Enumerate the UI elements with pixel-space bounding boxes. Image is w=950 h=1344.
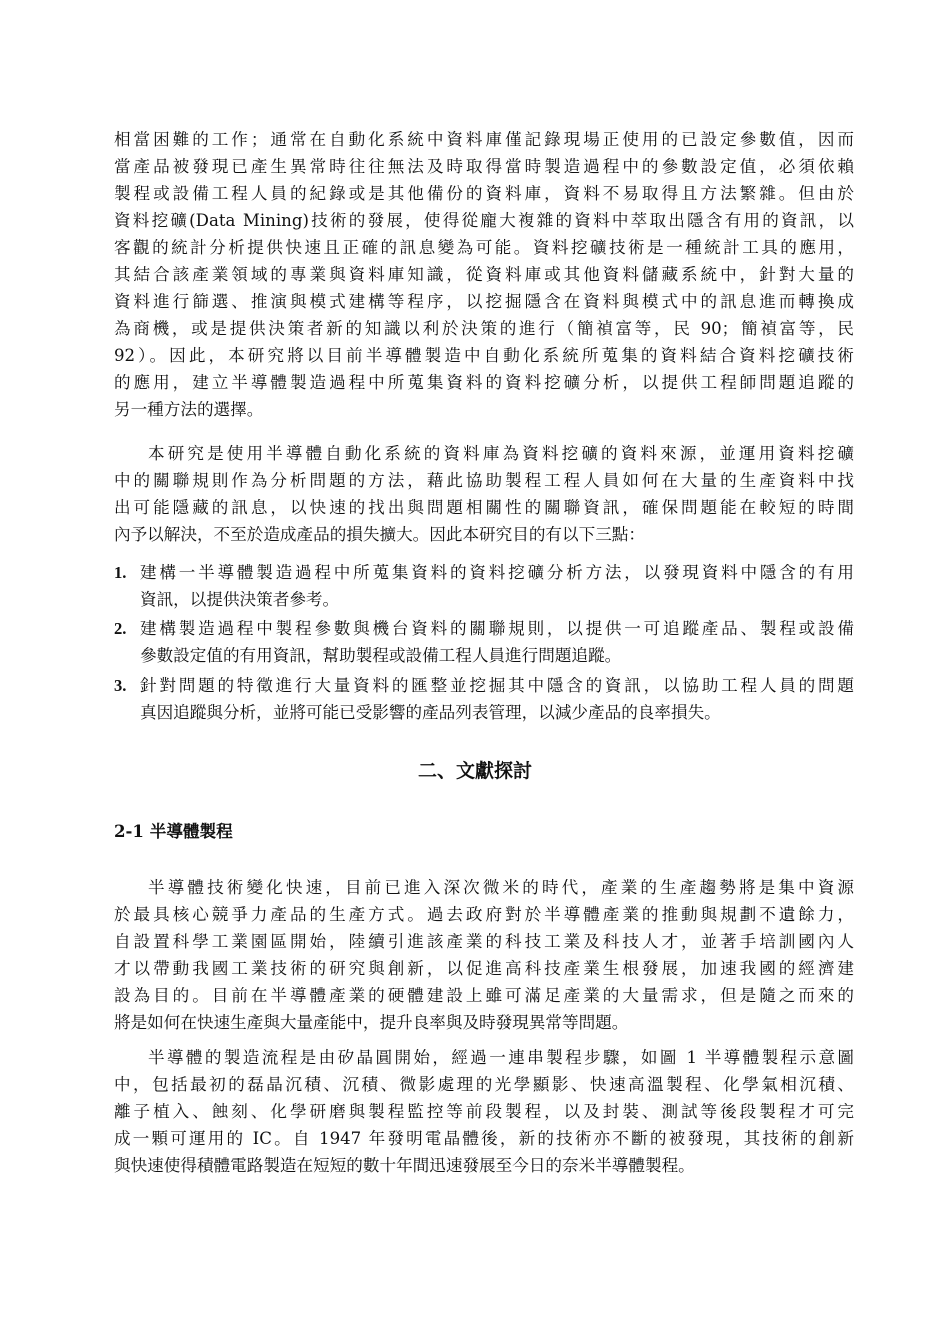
goal-number: 2. [114,619,127,638]
intro-line: 當產品被發現已產生異常時往往無法及時取得當時製造過程中的參數設定值，必須依賴 [114,157,854,176]
section-line: 半導體技術變化快速，目前已進入深次微米的時代，產業的生產趨勢將是集中資源 [148,878,854,897]
para2-line: 內予以解決，不至於造成產品的損失擴大。因此本研究目的有以下三點： [114,525,645,544]
section-line: 與快速使得積體電路製造在短短的數十年間迅速發展至今日的奈米半導體製程。 [114,1156,695,1175]
chapter-title: 二、文獻探討 [417,760,532,782]
intro-line: 為商機，或是提供決策者新的知識以利於決策的進行（簡禎富等，民 90；簡禎富等，民 [114,319,854,338]
section-line: 才以帶動我國工業技術的研究與創新，以促進高科技產業生根發展，加速我國的經濟建 [114,959,854,978]
para2-line: 出可能隱藏的訊息，以快速的找出與問題相關性的關聯資訊，確保問題能在較短的時間 [114,498,854,517]
section-line: 將是如何在快速生產與大量產能中，提升良率與及時發現異常等問題。 [114,1013,629,1032]
goal-line: 建構製造過程中製程參數與機台資料的關聯規則，以提供一可追蹤產品、製程或設備 [140,619,854,638]
intro-line: 92）。因此，本研究將以目前半導體製造中自動化系統所蒐集的資料結合資料挖礦技術 [114,346,854,365]
intro-line: 製程或設備工程人員的紀錄或是其他備份的資料庫，資料不易取得且方法繁雜。但由於 [114,184,854,203]
goal-line: 針對問題的特徵進行大量資料的匯整並挖掘其中隱含的資訊，以協助工程人員的問題 [140,676,854,695]
goal-line: 真因追蹤與分析，並將可能已受影響的產品列表管理，以減少產品的良率損失。 [140,703,721,722]
section-line: 中，包括最初的磊晶沉積、沉積、微影處理的光學顯影、快速高溫製程、化學氣相沉積、 [114,1075,854,1094]
intro-line: 的應用，建立半導體製造過程中所蒐集資料的資料挖礦分析，以提供工程師問題追蹤的 [114,373,854,392]
section-line: 設為目的。目前在半導體產業的硬體建設上雖可滿足產業的大量需求，但是隨之而來的 [114,986,854,1005]
section-line: 成一顆可運用的 IC。自 1947 年發明電晶體後，新的技術亦不斷的被發現，其技術的創新 [114,1129,854,1148]
intro-line: 資料挖礦(Data Mining)技術的發展，使得從龐大複雜的資料中萃取出隱含有用的資訊，以 [114,211,854,230]
intro-line: 其結合該產業領域的專業與資料庫知識，從資料庫或其他資料儲藏系統中，針對大量的 [114,265,854,284]
intro-line: 另一種方法的選擇。 [114,400,264,419]
section-line: 離子植入、蝕刻、化學研磨與製程監控等前段製程，以及封裝、測試等後段製程才可完 [114,1102,854,1121]
intro-line: 相當困難的工作；通常在自動化系統中資料庫僅記錄現場正使用的已設定參數值，因而 [114,130,854,149]
goal-number: 3. [114,676,127,695]
goal-line: 建構一半導體製造過程中所蒐集資料的資料挖礦分析方法，以發現資料中隱含的有用 [140,563,854,582]
section-line: 半導體的製造流程是由矽晶圓開始，經過一連串製程步驟，如圖 1 半導體製程示意圖 [148,1048,854,1067]
para2-line: 本研究是使用半導體自動化系統的資料庫為資料挖礦的資料來源，並運用資料挖礦 [148,444,854,463]
para2-line: 中的關聯規則作為分析問題的方法，藉此協助製程工程人員如何在大量的生產資料中找 [114,471,854,490]
goal-line: 資訊，以提供決策者參考。 [140,590,340,609]
section-line: 自設置科學工業園區開始，陸續引進該產業的科技工業及科技人才，並著手培訓國內人 [114,932,854,951]
section-title: 2-1 半導體製程 [114,821,233,841]
section-line: 於最具核心競爭力產品的生產方式。過去政府對於半導體產業的推動與規劃不遺餘力， [114,905,854,924]
intro-line: 客觀的統計分析提供快速且正確的訊息變為可能。資料挖礦技術是一種統計工具的應用， [114,238,854,257]
goal-number: 1. [114,563,127,582]
intro-line: 資料進行篩選、推演與模式建構等程序，以挖掘隱含在資料與模式中的訊息進而轉換成 [114,292,854,311]
goal-line: 參數設定值的有用資訊，幫助製程或設備工程人員進行問題追蹤。 [140,646,622,665]
